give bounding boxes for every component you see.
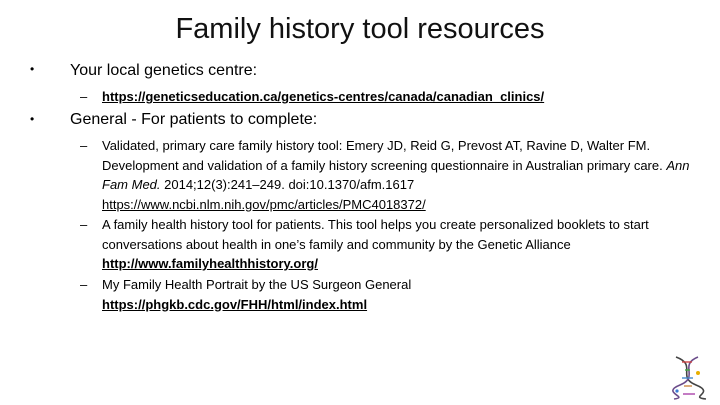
sub-bullet-marker: –	[80, 89, 88, 104]
sub-bullet-marker: –	[80, 138, 88, 153]
family-health-history-link[interactable]: http://www.familyhealthhistory.org/	[102, 256, 318, 271]
citation-details: 2014;12(3):241–249. doi:10.1370/afm.1617	[160, 177, 415, 192]
citation-journal: Ann Fam Med.	[102, 157, 690, 192]
dna-helix-logo-icon	[668, 353, 712, 401]
pmc-article-link[interactable]: https://www.ncbi.nlm.nih.gov/pmc/articles/PMC4018372/	[102, 196, 426, 212]
bullet-marker: •	[30, 62, 35, 76]
bullet-local-genetics-centre: Your local genetics centre:	[70, 62, 258, 79]
family-health-history-text: A family health history tool for patients. This tool helps you create personalized booklets to start conversations about health in one’s family and community by the Genetic Alliance	[102, 217, 649, 252]
genetics-centres-link[interactable]: https://geneticseducation.ca/genetics-centres/canada/canadian_clinics/	[102, 89, 545, 104]
sub-bullet-marker: –	[80, 277, 88, 292]
validated-tool-citation	[102, 136, 692, 214]
slide-title: Family history tool resources	[175, 13, 545, 45]
bullet-marker: •	[30, 112, 35, 126]
family-health-portrait-link[interactable]: https://phgkb.cdc.gov/FHH/html/index.html	[102, 296, 368, 312]
family-health-portrait-item	[102, 275, 692, 314]
citation-text: Validated, primary care family history tool: Emery JD, Reid G, Prevost AT, Ravine D, Walter FM. Development and validation of a family history screening questionnaire in Australian primary care.	[102, 138, 667, 173]
sub-bullet-marker: –	[80, 217, 88, 232]
genetics-centres-link-item	[102, 87, 692, 107]
family-health-history-tool-item	[102, 215, 692, 274]
family-health-portrait-text: My Family Health Portrait by the US Surgeon General	[102, 277, 412, 292]
bullet-general-patients: General - For patients to complete:	[70, 111, 318, 128]
